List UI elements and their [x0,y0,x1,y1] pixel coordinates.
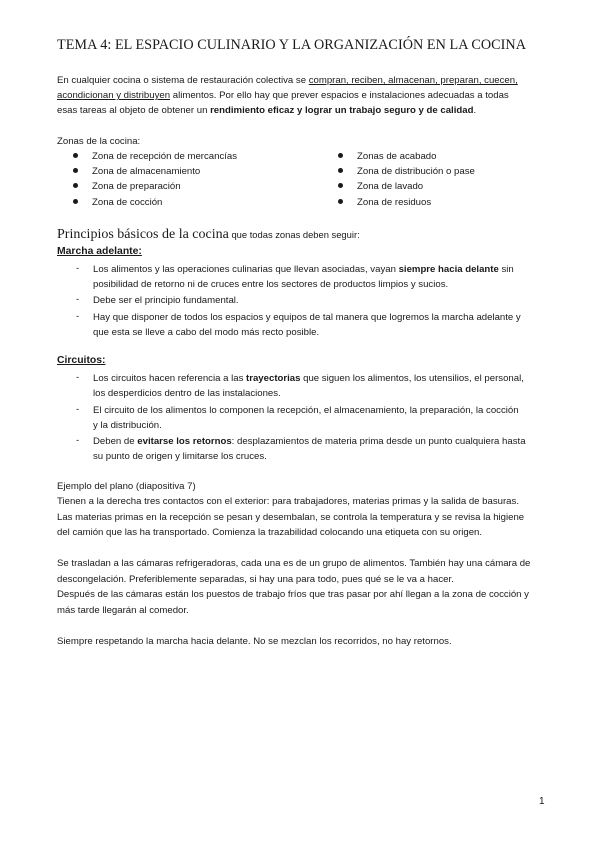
intro-text-3: esas tareas al objeto de obtener un [57,105,211,116]
zone-item [338,164,475,180]
list-text: que siguen los alimentos, los utensilios, el personal, [300,373,524,384]
bullet-icon [73,199,78,204]
circuitos-heading: Circuitos: [57,355,106,366]
zone-label: Zona de distribución o pase [357,166,475,177]
bullet-icon [73,153,78,158]
list-bold-text: trayectorias [246,373,301,384]
ejemplo-line-2: Tienen a la derecha tres contactos con el exterior: para trabajadores, materias primas y la salida de basuras. [57,496,519,507]
circuitos-item-3-line-1 [93,434,526,449]
list-text: Los alimentos y las operaciones culinarias que llevan asociadas, vayan [93,264,399,275]
dash-icon: - [76,372,80,383]
dash-icon: - [76,311,80,322]
dash-icon: - [76,294,80,305]
bullet-icon [338,153,343,158]
circuitos-item-1-line-2: los desperdicios dentro de las instalaciones. [93,388,281,399]
zone-item [73,195,162,211]
marcha-adelante-heading: Marcha adelante: [57,246,142,257]
intro-text: En cualquier cocina o sistema de restauración colectiva se [57,75,309,86]
list-text: sin [498,264,514,275]
ejemplo-line-7: Después de las cámaras están los puestos de trabajo fríos que tras pasar por ahí llegan a la zona de cocción y [57,589,529,600]
dash-icon: - [76,404,80,415]
list-text: Deben de [93,436,138,447]
zone-label: Zonas de acabado [357,151,437,162]
ejemplo-line-5: Se trasladan a las cámaras refrigeradoras, cada una es de un grupo de alimentos. También hay una cámara de [57,558,531,569]
marcha-item-3-line-2: que esta se lleve a cabo del modo más recto posible. [93,327,320,338]
ejemplo-line-4: del camión que las ha transportado. Comienza la trazabilidad colocando una etiqueta con su origen. [57,527,483,538]
dash-icon: - [76,263,80,274]
ejemplo-line-3: Las materias primas en la recepción se pesan y desembalan, se controla la temperatura y se revisa la higiene [57,512,525,523]
page-title: TEMA 4: EL ESPACIO CULINARIO Y LA ORGANIZACIÓN EN LA COCINA [57,37,527,53]
marcha-item-1-line-1 [93,262,514,277]
dash-icon: - [76,435,80,446]
list-text: Los circuitos hacen referencia a las [93,373,247,384]
zone-label: Zona de almacenamiento [92,166,201,177]
bullet-icon [73,183,78,188]
intro-bold-goal: rendimiento eficaz y lograr un trabajo seguro y de calidad [210,105,474,116]
intro-line-2 [57,88,509,104]
marcha-item-2: Debe ser el principio fundamental. [93,295,239,306]
principles-subtitle: que todas zonas deben seguir: [228,229,360,240]
zone-label: Zona de cocción [92,197,163,208]
ejemplo-line-6: descongelación. Preferiblemente separadas, si hay una para todo, pues qué se le va a hacer. [57,574,454,585]
bullet-icon [338,183,343,188]
marcha-item-3-line-1: Hay que disponer de todos los espacios y equipos de tal manera que logremos la marcha adelante y [93,312,521,323]
zone-item [338,149,436,165]
intro-line-1 [57,73,518,89]
circuitos-item-2-line-2: y la distribución. [93,420,162,431]
intro-underlined-verbs: compran, reciben, almacenan, preparan, cuecen, [308,75,518,86]
marcha-item-1-line-2: posibilidad de retorno ni de cruces entre los sectores de productos limpios y sucios. [93,279,449,290]
bullet-icon [338,199,343,204]
zone-item [338,179,423,195]
list-text: : desplazamientos de materia prima desde un punto cualquiera hasta [231,436,526,447]
zone-label: Zona de lavado [357,181,424,192]
list-bold-text: siempre hacia delante [398,264,499,275]
zone-label: Zona de preparación [92,181,181,192]
zone-label: Zona de recepción de mercancías [92,151,238,162]
principles-title: Principios básicos de la cocina [57,227,229,242]
bullet-icon [338,168,343,173]
zone-item [73,179,181,195]
page-number: 1 [539,796,545,807]
intro-underlined-verbs-2: acondicionan y distribuyen [57,90,171,101]
circuitos-item-2-line-1: El circuito de los alimentos lo componen la recepción, el almacenamiento, la preparación, la cocción [93,405,519,416]
zone-item [338,195,431,211]
intro-text-2: alimentos. Por ello hay que prever espacios e instalaciones adecuadas a todas [170,90,509,101]
zone-item [73,149,237,165]
ejemplo-line-9: Siempre respetando la marcha hacia delante. No se mezclan los recorridos, no hay retornos. [57,636,452,647]
principles-heading [57,227,360,243]
intro-period: . [473,105,477,116]
list-bold-text: evitarse los retornos [137,436,232,447]
ejemplo-line-8: más tarde llegarán al comedor. [57,605,189,616]
intro-line-3 [57,103,476,119]
ejemplo-line-1: Ejemplo del plano (diapositiva 7) [57,481,196,492]
circuitos-item-3-line-2: su punto de origen y limitarse los cruces. [93,451,267,462]
zones-heading: Zonas de la cocina: [57,136,141,147]
bullet-icon [73,168,78,173]
zone-label: Zona de residuos [357,197,432,208]
circuitos-item-1-line-1 [93,371,524,386]
zone-item [73,164,200,180]
